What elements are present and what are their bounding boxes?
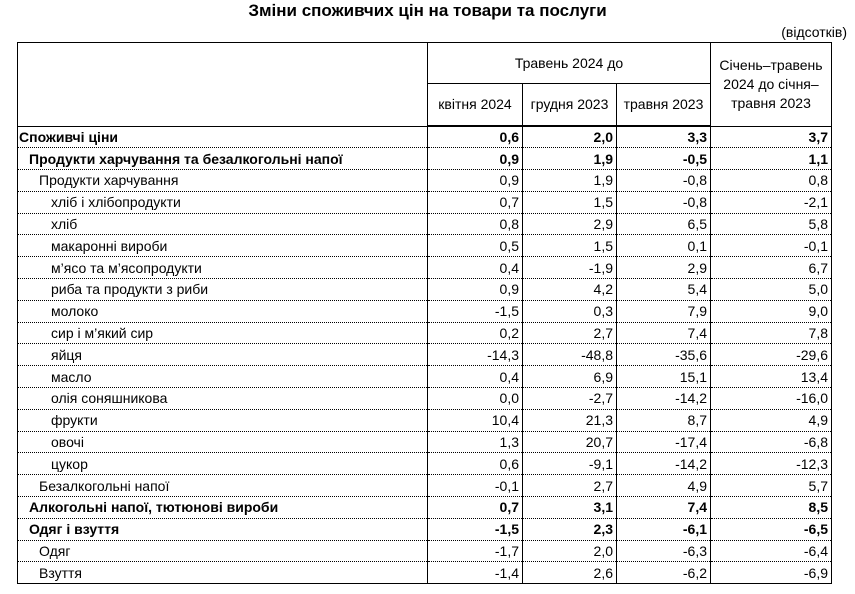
cell-value: -14,2 [617,453,711,475]
cell-value: -35,6 [617,344,711,366]
cell-value: -9,1 [523,453,617,475]
table-row [18,126,832,148]
cell-value: 6,9 [523,366,617,388]
cell-value: 0,9 [428,170,523,192]
row-label: хліб і хлібопродукти [18,191,428,213]
cell-value: -1,4 [428,562,523,584]
table-row [18,279,832,301]
cell-value: 2,3 [523,518,617,540]
cell-value: 0,8 [428,213,523,235]
cell-value: 1,9 [523,170,617,192]
cell-value: 1,1 [711,148,832,170]
cell-value: -14,3 [428,344,523,366]
cell-value: 2,6 [523,562,617,584]
table-row [18,475,832,497]
cell-value: -0,1 [428,475,523,497]
cell-value: 5,4 [617,279,711,301]
header-group-may-2024: Травень 2024 до [428,43,711,84]
cell-value: -6,1 [617,518,711,540]
cell-value: 0,4 [428,366,523,388]
cell-value: 4,2 [523,279,617,301]
table-row [18,257,832,279]
row-label: хліб [18,213,428,235]
row-label: Споживчі ціни [18,126,428,148]
cell-value: -2,1 [711,191,832,213]
row-label: м’ясо та м’ясопродукти [18,257,428,279]
cell-value: 2,0 [523,126,617,148]
cell-value: 0,2 [428,322,523,344]
cell-value: -1,9 [523,257,617,279]
cell-value: 0,3 [523,300,617,322]
cell-value: 6,5 [617,213,711,235]
row-label: Одяг і взуття [18,518,428,540]
header-dec-2023: грудня 2023 [523,84,617,127]
row-label: Одяг [18,540,428,562]
table-row [18,453,832,475]
cell-value: 1,5 [523,191,617,213]
row-label: цукор [18,453,428,475]
row-label: масло [18,366,428,388]
table-row [18,213,832,235]
table-row [18,518,832,540]
row-label: Продукти харчування та безалкогольні напої [18,148,428,170]
cell-value: -6,5 [711,518,832,540]
row-label: овочі [18,431,428,453]
page-title: Зміни споживчих цін на товари та послуги [248,1,607,20]
table-row [18,366,832,388]
cell-value: 1,9 [523,148,617,170]
cell-value: 2,7 [523,322,617,344]
row-label: сир і м’який сир [18,322,428,344]
cell-value: -1,7 [428,540,523,562]
table-row [18,388,832,410]
cell-value: -6,2 [617,562,711,584]
cell-value: -1,5 [428,300,523,322]
row-label: Продукти харчування [18,170,428,192]
cell-value: -1,5 [428,518,523,540]
cell-value: 1,3 [428,431,523,453]
cell-value: -12,3 [711,453,832,475]
row-label: Безалкогольні напої [18,475,428,497]
row-label: яйця [18,344,428,366]
cell-value: -16,0 [711,388,832,410]
header-apr-2024: квітня 2024 [428,84,523,127]
cell-value: -0,1 [711,235,832,257]
cell-value: -14,2 [617,388,711,410]
row-label: Алкогольні напої, тютюнові вироби [18,497,428,519]
cell-value: -6,8 [711,431,832,453]
cell-value: 7,9 [617,300,711,322]
unit-label: (відсотків) [781,24,847,40]
cell-value: 20,7 [523,431,617,453]
cell-value: 5,8 [711,213,832,235]
cell-value: 1,5 [523,235,617,257]
cell-value: 9,0 [711,300,832,322]
cell-value: 6,7 [711,257,832,279]
cell-value: 2,9 [523,213,617,235]
cell-value: 13,4 [711,366,832,388]
row-label: фрукти [18,409,428,431]
header-blank-cell [18,43,428,127]
table-row [18,170,832,192]
cell-value: 3,1 [523,497,617,519]
cell-value: 8,5 [711,497,832,519]
table-row [18,540,832,562]
cell-value: 5,0 [711,279,832,301]
price-changes-table [17,42,832,584]
table-row [18,191,832,213]
cell-value: 7,8 [711,322,832,344]
cell-value: 0,0 [428,388,523,410]
table-row [18,148,832,170]
cell-value: 0,5 [428,235,523,257]
cell-value: -0,5 [617,148,711,170]
cell-value: 0,6 [428,453,523,475]
cell-value: 0,1 [617,235,711,257]
cell-value: -0,8 [617,191,711,213]
header-may-2023: травня 2023 [617,84,711,127]
cell-value: 21,3 [523,409,617,431]
cell-value: 0,4 [428,257,523,279]
table-row [18,431,832,453]
row-label: макаронні вироби [18,235,428,257]
table-row [18,300,832,322]
cell-value: 2,0 [523,540,617,562]
row-label: Взуття [18,562,428,584]
table-row [18,562,832,584]
cell-value: -6,4 [711,540,832,562]
table-row [18,497,832,519]
cell-value: 4,9 [711,409,832,431]
cell-value: 4,9 [617,475,711,497]
cell-value: -6,9 [711,562,832,584]
cell-value: 5,7 [711,475,832,497]
cell-value: 2,7 [523,475,617,497]
cell-value: 0,9 [428,148,523,170]
cell-value: 0,9 [428,279,523,301]
cell-value: 8,7 [617,409,711,431]
table-row [18,409,832,431]
cell-value: 3,7 [711,126,832,148]
cell-value: -48,8 [523,344,617,366]
cell-value: 0,7 [428,497,523,519]
cell-value: 10,4 [428,409,523,431]
table-row [18,322,832,344]
table-row [18,344,832,366]
header-jan-may: Січень–травень 2024 до січня–травня 2023 [711,43,832,127]
row-label: молоко [18,300,428,322]
cell-value: -17,4 [617,431,711,453]
cell-value: 0,7 [428,191,523,213]
row-label: риба та продукти з риби [18,279,428,301]
cell-value: 2,9 [617,257,711,279]
cell-value: 0,8 [711,170,832,192]
cell-value: 0,6 [428,126,523,148]
cell-value: -29,6 [711,344,832,366]
cell-value: 7,4 [617,322,711,344]
cell-value: 15,1 [617,366,711,388]
cell-value: -2,7 [523,388,617,410]
row-label: олія соняшникова [18,388,428,410]
table-row [18,235,832,257]
cell-value: 3,3 [617,126,711,148]
cell-value: -6,3 [617,540,711,562]
cell-value: -0,8 [617,170,711,192]
cell-value: 7,4 [617,497,711,519]
